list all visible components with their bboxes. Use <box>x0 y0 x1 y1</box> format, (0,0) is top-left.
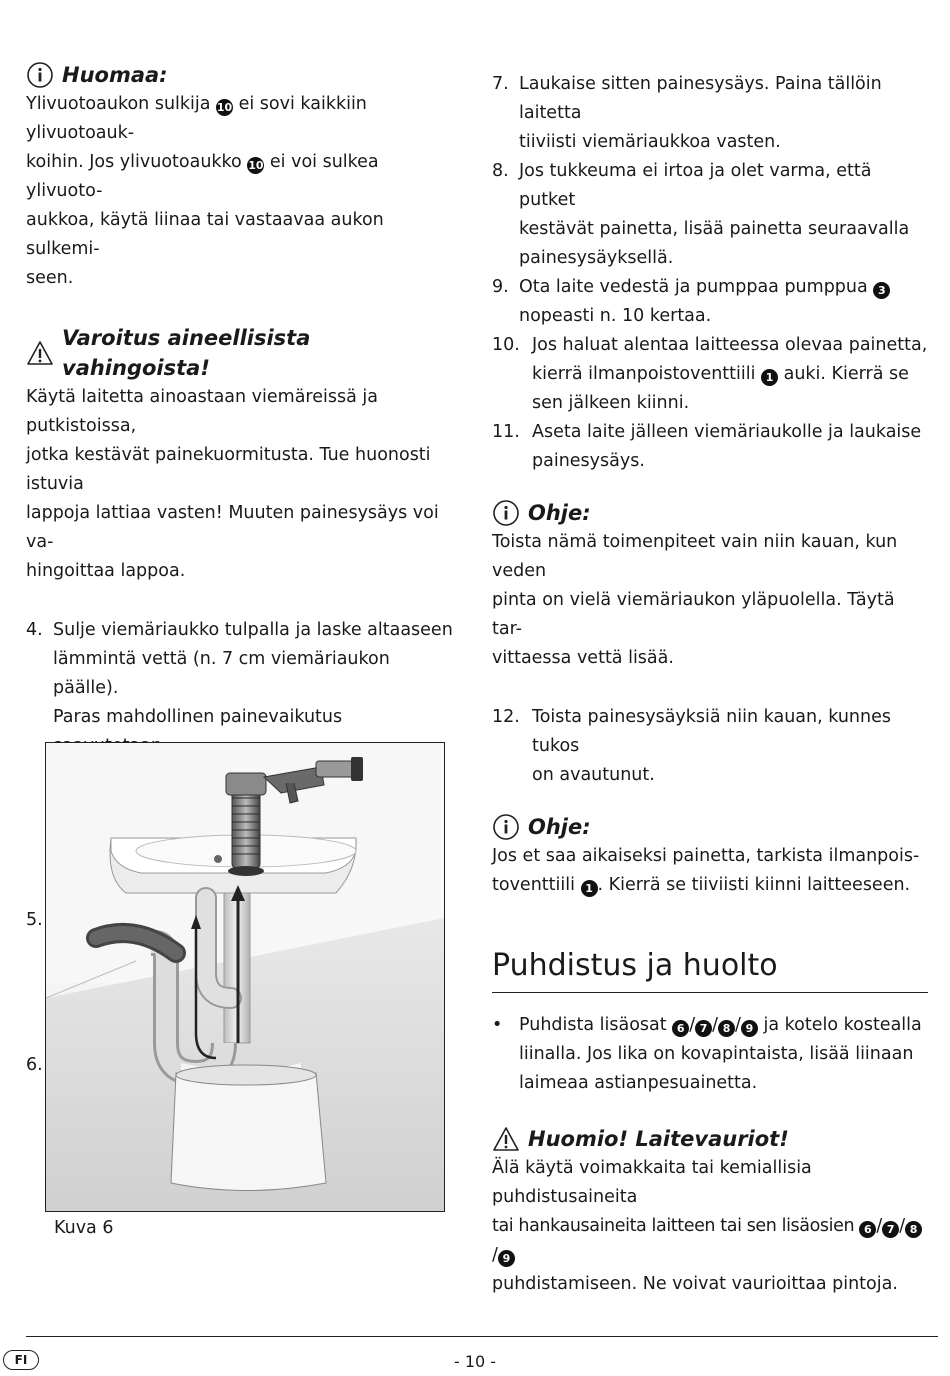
hint-text: Jos et saa aikaiseksi painetta, tarkista ilmanpois- toventtiili 1 . Kierrä se tiiviisti kiinni laitteeseen. <box>492 846 920 895</box>
marker-badge: 8 <box>905 1221 922 1238</box>
marker-badge: 10 <box>216 101 233 114</box>
list-item: • Puhdista lisäosat 6 / 7 / 8 / 9 ja kotelo kostealla liinalla. Jos lika on kovapintaista, lisää liinaan laimeaa astianpesuainetta. <box>492 1011 928 1098</box>
warning-icon <box>26 340 54 366</box>
list-item: 11. Aseta laite jälleen viemäriaukolle ja laukaise painesysäys. <box>492 422 922 471</box>
list-item: 6. <box>26 1055 43 1075</box>
page-number: - 10 - <box>453 1352 497 1371</box>
warning-text: Käytä laitetta ainoastaan viemäreissä ja putkistoissa, jotka kestävät painekuormitusta. Tue huonosti istuvia lappoja lattiaa vasten! Muuten painesysäys voi va- hingoittaa lappoa. <box>26 387 439 581</box>
note-block <box>26 60 456 293</box>
warning-heading <box>26 323 456 383</box>
note-text: Ylivuotoaukon sulkija 10 ei sovi kaikkiin ylivuotoauk- koihin. Jos ylivuotoaukko 10 ei voi sulkea ylivuoto- aukkoa, käytä liinaa tai vastaavaa aukon sulkemi- seen. <box>26 94 384 288</box>
list-item: 8. Jos tukkeuma ei irtoa ja olet varma, että putket kestävät painetta, lisää painetta seuraavalla painesysäyksellä. <box>492 161 910 268</box>
figure-illustration <box>45 742 445 1212</box>
list-item: 7. Laukaise sitten painesysäys. Paina tällöin laitetta tiiviisti viemäriaukkoa vasten. <box>492 74 882 152</box>
list-item: 12. Toista painesysäyksiä niin kauan, kunnes tukos on avautunut. <box>492 707 891 785</box>
marker-badge: 7 <box>882 1221 899 1238</box>
marker-badge: 10 <box>248 159 264 172</box>
hint-heading <box>492 498 928 528</box>
footer-divider <box>26 1336 938 1337</box>
marker-badge: 6 <box>672 1020 689 1037</box>
marker-badge: 1 <box>581 880 598 897</box>
list-item: 10. Jos haluat alentaa laitteessa olevaa painetta, kierrä ilmanpoistoventtiili 1 auki. Kierrä se sen jälkeen kiinni. <box>492 335 928 413</box>
warning-title: Huomio! Laitevauriot! <box>528 1127 789 1151</box>
warning-block <box>492 1124 928 1299</box>
bullet-dot: • <box>492 1015 503 1035</box>
warning-block <box>26 323 456 586</box>
warning-heading <box>492 1124 928 1154</box>
hint-text: Toista nämä toimenpiteet vain niin kauan, kun veden pinta on vielä viemäriaukon yläpuolella. Täytä tar- vittaessa vettä lisää. <box>492 532 898 668</box>
info-icon <box>492 813 520 841</box>
hint-title: Ohje: <box>528 501 591 525</box>
right-column <box>492 70 928 1323</box>
hint-heading <box>492 812 928 842</box>
warning-title: Varoitus aineellisista vahingoista! <box>62 326 311 380</box>
steps-list-right <box>492 70 928 476</box>
marker-badge: 3 <box>873 282 890 299</box>
marker-badge: 9 <box>498 1250 515 1267</box>
warning-icon <box>492 1126 520 1152</box>
steps-list-right-2 <box>492 703 928 790</box>
list-item: 4. Sulje viemäriaukko tulpalla ja laske altaaseen lämmintä vettä (n. 7 cm viemäriaukon päälle). Paras mahdollinen painevaikutus <box>26 620 453 727</box>
list-item: 9. Ota laite vedestä ja pumppaa pumppua 3 nopeasti n. 10 kertaa. <box>492 273 928 331</box>
hint-block <box>492 812 928 900</box>
section-heading: Puhdistus ja huolto <box>492 946 928 993</box>
note-heading <box>26 60 456 90</box>
info-icon <box>492 499 520 527</box>
marker-badge: 7 <box>695 1020 712 1037</box>
hint-title: Ohje: <box>528 815 591 839</box>
note-title: Huomaa: <box>62 63 168 87</box>
marker-badge: 6 <box>859 1221 876 1238</box>
list-item: 5. <box>26 906 456 1051</box>
marker-badge: 1 <box>761 369 778 386</box>
info-icon <box>26 61 54 89</box>
warning-text: Älä käytä voimakkaita tai kemiallisia puhdistusaineita tai hankausaineita laitteen tai sen lisäosien 6 / 7 / 8/ 9 puhdistamiseen. Ne voivat vaurioittaa pintoja. <box>492 1154 928 1299</box>
hint-block <box>492 498 928 673</box>
marker-badge: 8 <box>718 1020 735 1037</box>
marker-badge: 9 <box>741 1020 758 1037</box>
figure-caption: Kuva 6 <box>54 1218 114 1238</box>
language-badge: FI <box>3 1350 39 1370</box>
